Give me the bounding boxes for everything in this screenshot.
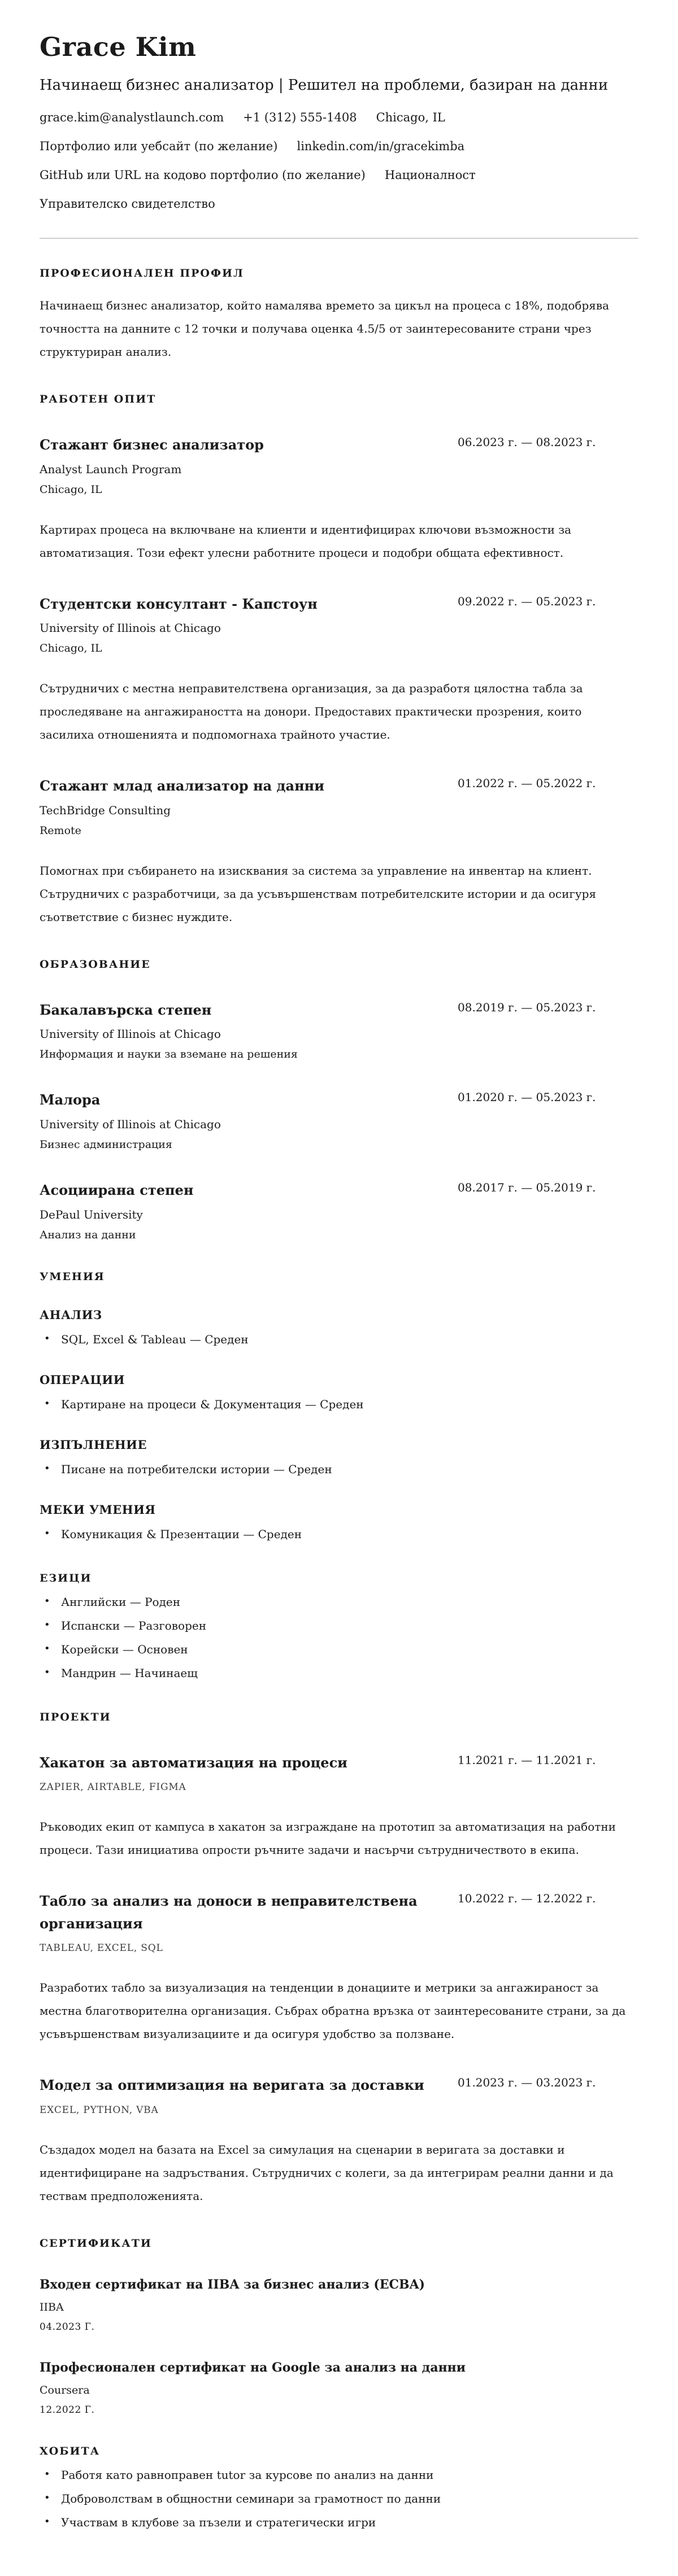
language-item: • Английски — Роден: [40, 1593, 638, 1610]
contact-row-2: [40, 139, 638, 153]
skill-group-name: МЕКИ УМЕНИЯ: [40, 1502, 156, 1517]
contact-row-1: [40, 111, 638, 124]
certification-date: 04.2023 Г.: [40, 2321, 95, 2333]
project-title: Модел за оптимизация на веригата за доставки: [40, 2077, 424, 2094]
skill-group-name: АНАЛИЗ: [40, 1307, 102, 1322]
contact-location: Chicago, IL: [376, 111, 445, 125]
headline: Начинаещ бизнес анализатор | Решител на проблеми, базиран на данни: [40, 77, 609, 94]
project-tools: TABLEAU, EXCEL, SQL: [40, 1942, 163, 1954]
certification-date: 12.2022 Г.: [40, 2404, 95, 2416]
certification-entry: [40, 2359, 638, 2416]
skill-item: • Комуникация & Презентации — Среден: [40, 1526, 638, 1543]
education-dates: 01.2020 г. — 05.2023 г.: [458, 1090, 596, 1104]
job-dates: 06.2023 г. — 08.2023 г.: [458, 435, 596, 449]
skill-list: [40, 1526, 638, 1543]
project-entry: [40, 1752, 638, 1862]
project-description: Разработих табло за визуализация на тенденции в донациите и метрики за ангажираност за местна благотворителна организация. Събрах обратна връзка от заинтересованите страни, за да усъвършенствам визуализациите и да осигуря удобство за ползване.: [40, 1981, 626, 2041]
project-entry-head: [40, 2074, 638, 2097]
education-entry: [40, 1089, 638, 1151]
job-company: Analyst Launch Program: [40, 462, 182, 476]
job-location: Chicago, IL: [40, 483, 102, 496]
contact-row-4: [40, 197, 638, 211]
skill-list: [40, 1331, 638, 1348]
job-title: Стажант бизнес анализатор: [40, 436, 264, 453]
project-entry: [40, 1890, 638, 2046]
job-entry-head: [40, 434, 638, 456]
project-tools: EXCEL, PYTHON, VBA: [40, 2105, 159, 2116]
job-company: University of Illinois at Chicago: [40, 621, 221, 635]
contact-email: grace.kim@analystlaunch.com: [40, 111, 224, 125]
job-dates: 01.2022 г. — 05.2022 г.: [458, 776, 596, 791]
education-entry-head: [40, 1179, 638, 1202]
section-heading-education: ОБРАЗОВАНИЕ: [40, 958, 151, 971]
job-title: Студентски консултант - Капстоун: [40, 595, 318, 612]
section-heading-skills: УМЕНИЯ: [40, 1270, 105, 1283]
certification-issuer: Coursera: [40, 2384, 90, 2397]
contact-phone: +1 (312) 555-1408: [243, 111, 357, 125]
certification-entry: [40, 2276, 638, 2333]
certification-issuer: IIBA: [40, 2301, 64, 2314]
education-dates: 08.2019 г. — 05.2023 г.: [458, 1000, 596, 1014]
education-field: Информация и науки за вземане на решения: [40, 1048, 298, 1061]
project-description: Ръководих екип от кампуса в хакатон за изграждане на прототип за автоматизация на работни процеси. Тази инициатива опрости ръчните задачи и насърчи сътрудничеството в екипа.: [40, 1820, 616, 1857]
education-school: University of Illinois at Chicago: [40, 1027, 221, 1041]
skill-item: • Писане на потребителски истории — Среден: [40, 1461, 638, 1478]
contact-nationality: Националност: [384, 168, 476, 182]
contact-portfolio: Портфолио или уебсайт (по желание): [40, 139, 278, 154]
education-entry-head: [40, 999, 638, 1021]
section-heading-hobbies: ХОБИТА: [40, 2445, 101, 2458]
skill-list: [40, 1396, 638, 1413]
certification-title: Входен сертификат на IIBA за бизнес анализ (ECBA): [40, 2277, 425, 2293]
profile-summary: Начинаещ бизнес анализатор, който намалява времето за цикъл на процеса с 18%, подобрява точността на данните с 12 точки и получава оценка 4.5/5 от заинтересованите страни чрез структуриран анализ.: [40, 299, 610, 359]
project-description: Създадох модел на базата на Excel за симулация на сценарии в веригата за доставки и идентифициране на задръствания. Сътрудничих с колеги, за да интегрирам реални данни и да тествам предположенията.: [40, 2143, 614, 2203]
contact-linkedin: linkedin.com/in/gracekimba: [297, 139, 465, 154]
job-description: Сътрудничих с местна неправителствена организация, за да разработя цялостна табла за проследяване на ангажираността на донори. Предоставих практически прозрения, които засилиха отношенията и подпомогнаха трайното участие.: [40, 682, 583, 742]
project-title: Табло за анализ на доноси в неправителствена организация: [40, 1893, 418, 1932]
skill-item: • SQL, Excel & Tableau — Среден: [40, 1331, 638, 1348]
project-dates: 11.2021 г. — 11.2021 г.: [458, 1753, 596, 1767]
hobby-item: • Доброволствам в общностни семинари за грамотност по данни: [40, 2490, 638, 2507]
language-item: • Корейски — Основен: [40, 1641, 638, 1658]
section-heading-profile: ПРОФЕСИОНАЛЕН ПРОФИЛ: [40, 267, 244, 280]
job-entry-head: [40, 775, 638, 797]
job-company: TechBridge Consulting: [40, 803, 171, 817]
language-item: • Испански — Разговорен: [40, 1617, 638, 1634]
education-degree: Малора: [40, 1091, 101, 1108]
education-degree: Бакалавърска степен: [40, 1001, 212, 1018]
hobby-list: [40, 2466, 638, 2531]
job-title: Стажант млад анализатор на данни: [40, 778, 324, 794]
education-entry: [40, 999, 638, 1061]
skill-item: • Картиране на процеси & Документация — Среден: [40, 1396, 638, 1413]
project-dates: 01.2023 г. — 03.2023 г.: [458, 2076, 596, 2090]
education-entry: [40, 1179, 638, 1241]
project-entry-head: [40, 1890, 638, 1935]
job-location: Remote: [40, 824, 81, 837]
skill-group-name: ОПЕРАЦИИ: [40, 1372, 125, 1387]
job-dates: 09.2022 г. — 05.2023 г.: [458, 594, 596, 608]
person-name: Grace Kim: [40, 32, 197, 62]
language-list: [40, 1593, 638, 1682]
job-entry: [40, 434, 638, 565]
skill-group-name: ИЗПЪЛНЕНИЕ: [40, 1437, 147, 1452]
skill-list: [40, 1461, 638, 1478]
job-entry: [40, 593, 638, 747]
education-dates: 08.2017 г. — 05.2019 г.: [458, 1181, 596, 1195]
job-entry-head: [40, 593, 638, 615]
certification-title: Професионален сертификат на Google за анализ на данни: [40, 2360, 466, 2376]
job-location: Chicago, IL: [40, 642, 102, 655]
section-heading-languages: ЕЗИЦИ: [40, 1571, 92, 1584]
section-heading-projects: ПРОЕКТИ: [40, 1710, 111, 1723]
project-entry: [40, 2074, 638, 2208]
education-school: DePaul University: [40, 1207, 143, 1221]
section-heading-certifications: СЕРТИФИКАТИ: [40, 2237, 152, 2250]
hobby-item: • Работя като равноправен tutor за курсове по анализ на данни: [40, 2466, 638, 2483]
education-degree: Асоциирана степен: [40, 1182, 194, 1199]
hobby-item: • Участвам в клубове за пъзели и стратегически игри: [40, 2514, 638, 2531]
education-field: Анализ на данни: [40, 1228, 136, 1241]
education-entry-head: [40, 1089, 638, 1111]
education-school: University of Illinois at Chicago: [40, 1117, 221, 1132]
header-divider: [40, 238, 638, 239]
education-field: Бизнес администрация: [40, 1138, 172, 1151]
project-dates: 10.2022 г. — 12.2022 г.: [458, 1892, 596, 1906]
job-entry: [40, 775, 638, 929]
contact-driving-license: Управителско свидетелство: [40, 197, 215, 211]
contact-row-3: [40, 168, 638, 182]
project-title: Хакатон за автоматизация на процеси: [40, 1754, 347, 1771]
job-description: Помогнах при събирането на изисквания за система за управление на инвентар на клиент. Сътрудничих с разработчици, за да усъвършенствам потребителските истории и да осигуря съответствие с бизнес нуждите.: [40, 863, 597, 924]
language-item: • Мандрин — Начинаещ: [40, 1665, 638, 1682]
project-tools: ZAPIER, AIRTABLE, FIGMA: [40, 1782, 186, 1793]
contact-github: GitHub или URL на кодово портфолио (по желание): [40, 168, 366, 182]
section-heading-experience: РАБОТЕН ОПИТ: [40, 393, 157, 406]
job-description: Картирах процеса на включване на клиенти и идентифицирах ключови възможности за автоматизация. Този ефект улесни работните процеси и подобри общата ефективност.: [40, 522, 572, 560]
project-entry-head: [40, 1752, 638, 1774]
